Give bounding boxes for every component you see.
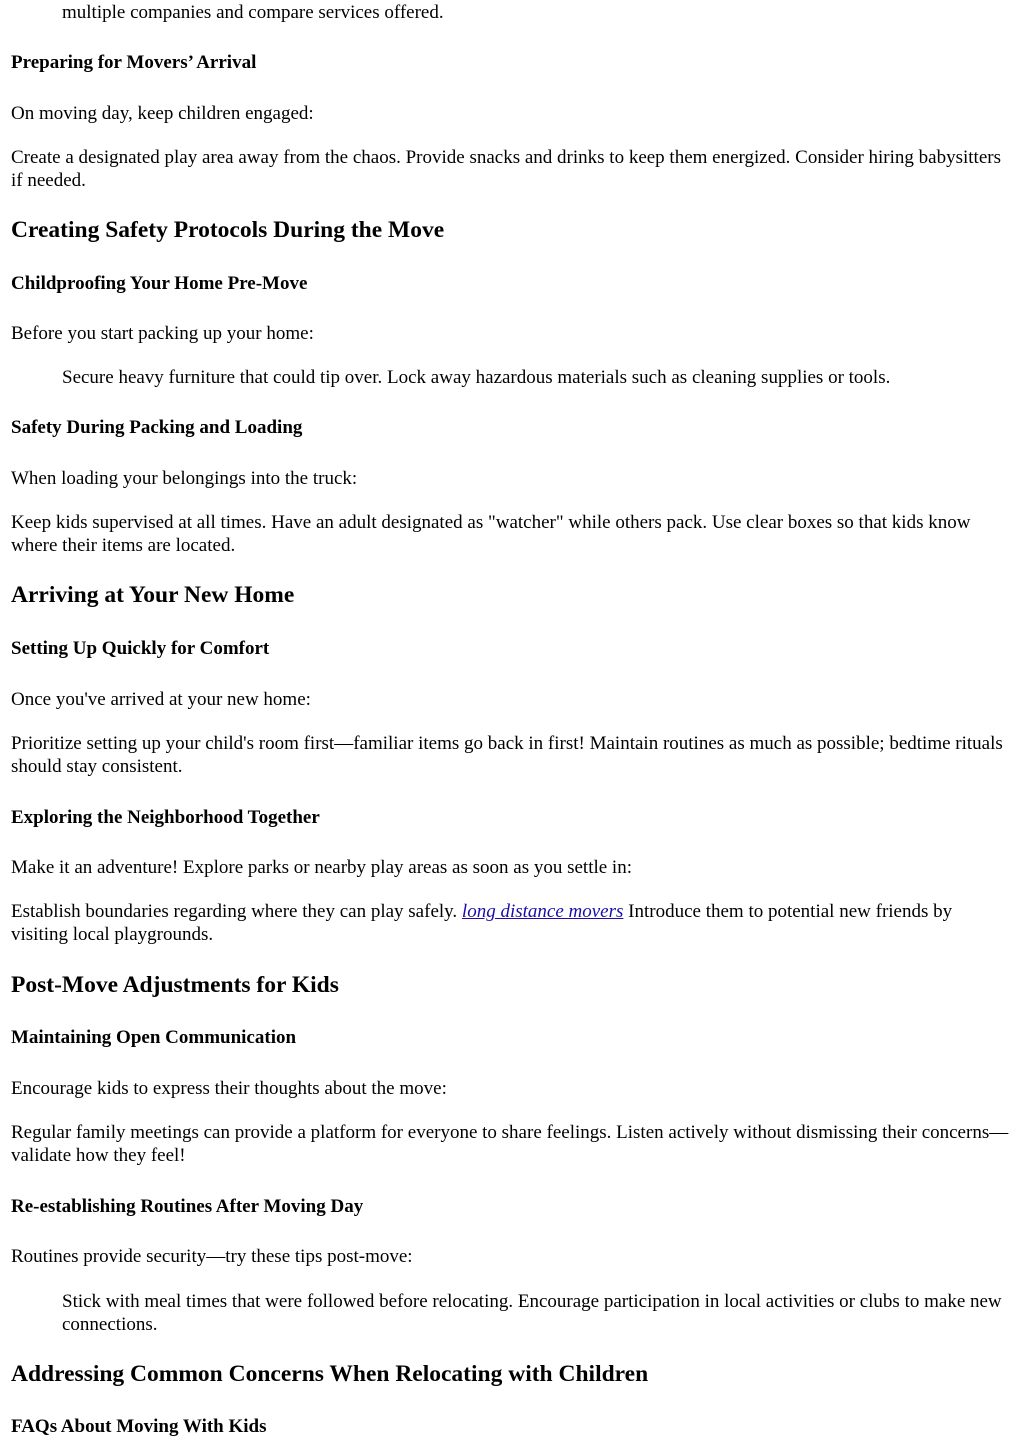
heading-common-concerns: Addressing Common Concerns When Relocating with Children (11, 1361, 649, 1387)
long-distance-movers-link[interactable]: long distance movers (461, 901, 624, 922)
lead-paragraph: Once you've arrived at your new home: (11, 689, 311, 710)
lead-paragraph: On moving day, keep children engaged: (11, 103, 314, 124)
body-paragraph: Create a designated play area away from the chaos. Provide snacks and drinks to keep them energized. Consider hiring babysitters if needed. (11, 147, 1001, 191)
subheading-setting-up: Setting Up Quickly for Comfort (11, 638, 270, 659)
body-text-after-link: Introduce them to potential new friends by visiting local playgrounds. (11, 901, 953, 945)
subheading-open-communication: Maintaining Open Communication (11, 1027, 297, 1048)
subheading-safety-packing: Safety During Packing and Loading (11, 417, 303, 438)
body-text-before-link: Establish boundaries regarding where they can play safely. (11, 901, 462, 922)
heading-post-move-adjustments: Post-Move Adjustments for Kids (11, 972, 339, 998)
heading-arriving-new-home: Arriving at Your New Home (11, 582, 295, 608)
lead-paragraph: Before you start packing up your home: (11, 323, 314, 344)
indented-body-paragraph: Secure heavy furniture that could tip over. Lock away hazardous materials such as cleaning supplies or tools. (62, 367, 891, 388)
heading-safety-protocols: Creating Safety Protocols During the Move (11, 217, 445, 243)
intro-tail-paragraph: multiple companies and compare services offered. (62, 2, 444, 23)
subheading-faqs: FAQs About Moving With Kids (11, 1416, 267, 1437)
body-paragraph-with-link (11, 900, 1011, 946)
subheading-reestablishing-routines: Re-establishing Routines After Moving Day (11, 1196, 364, 1217)
body-paragraph: Prioritize setting up your child's room first—familiar items go back in first! Maintain routines as much as possible; bedtime rituals should stay consistent. (11, 733, 1003, 777)
lead-paragraph: Routines provide security—try these tips post-move: (11, 1246, 413, 1267)
subheading-exploring-neighborhood: Exploring the Neighborhood Together (11, 807, 320, 828)
indented-body-paragraph: Stick with meal times that were followed before relocating. Encourage participation in local activities or clubs to make new connections. (62, 1291, 1002, 1335)
body-paragraph: Keep kids supervised at all times. Have an adult designated as "watcher" while others pack. Use clear boxes so that kids know where their items are located. (11, 512, 971, 556)
subheading-childproofing: Childproofing Your Home Pre-Move (11, 273, 308, 294)
body-paragraph: Regular family meetings can provide a platform for everyone to share feelings. Listen actively without dismissing their concerns—validate how they feel! (11, 1122, 1009, 1166)
lead-paragraph: Encourage kids to express their thoughts about the move: (11, 1078, 447, 1099)
subheading-preparing-for-movers: Preparing for Movers’ Arrival (11, 52, 257, 73)
lead-paragraph: When loading your belongings into the truck: (11, 468, 358, 489)
lead-paragraph: Make it an adventure! Explore parks or nearby play areas as soon as you settle in: (11, 857, 632, 878)
